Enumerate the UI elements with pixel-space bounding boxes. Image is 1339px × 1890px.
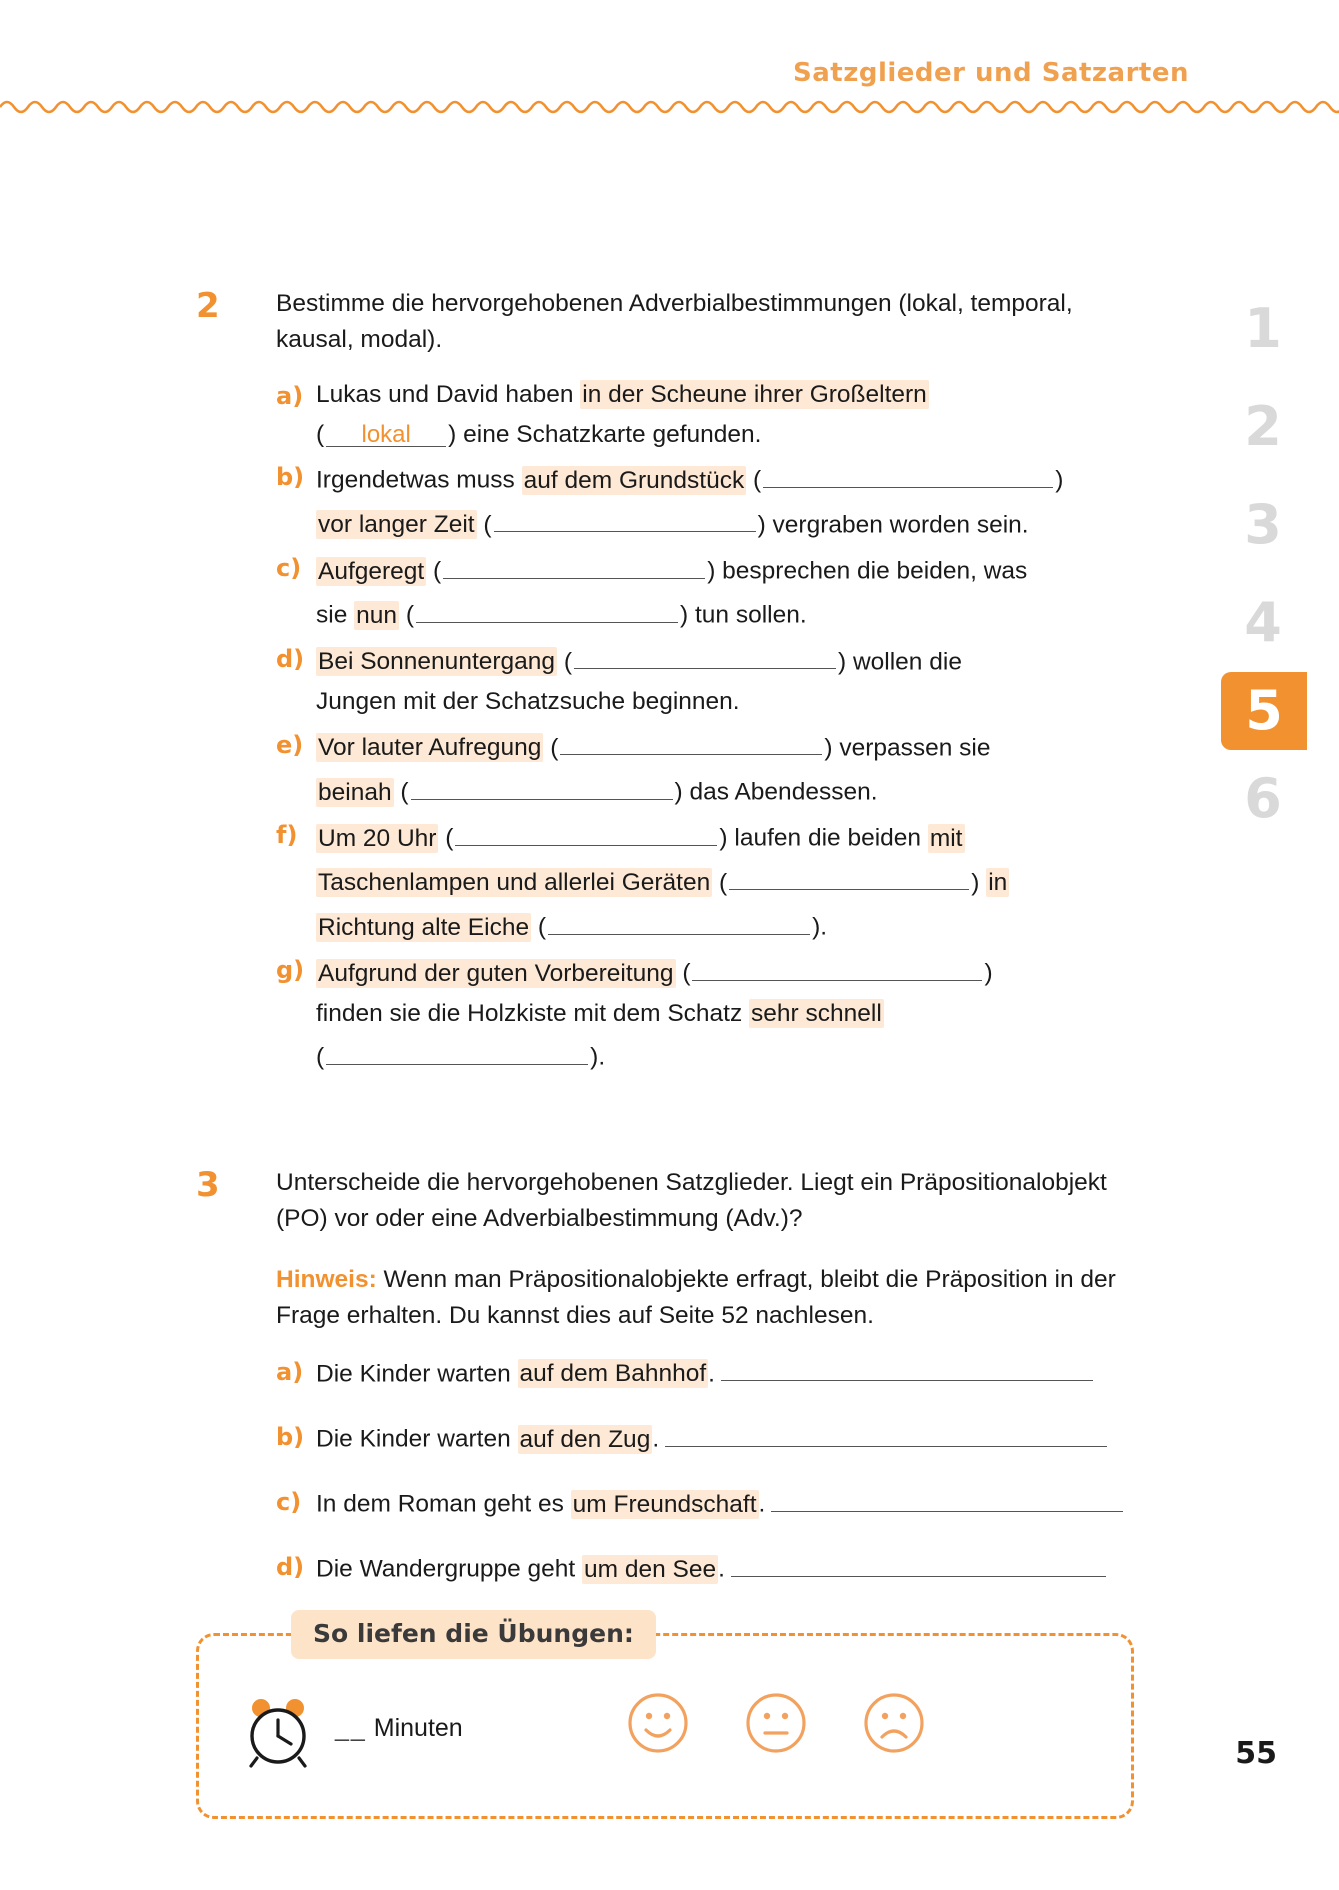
item-letter: a) (276, 382, 304, 411)
page-number: 55 (1235, 1736, 1277, 1771)
answer-blank-filled[interactable]: lokal (326, 416, 446, 447)
exercise-2-instruction: Bestimme die hervorgehobenen Adverbialbestimmungen (lokal, temporal, kausal, modal). (276, 290, 1073, 353)
feedback-label: So liefen die Übungen: (291, 1610, 656, 1659)
item-letter: c) (276, 1488, 302, 1517)
item-letter: f) (276, 821, 298, 850)
answer-blank[interactable] (326, 1033, 588, 1065)
highlighted-phrase: um Freundschaft (572, 1490, 757, 1518)
answer-blank[interactable] (416, 591, 678, 623)
answer-blank[interactable] (443, 547, 705, 579)
answer-blank[interactable] (455, 814, 717, 846)
chapter-tab-6[interactable]: 6 (1244, 767, 1282, 830)
answer-blank[interactable] (574, 638, 836, 670)
item-letter: d) (276, 644, 305, 673)
item-letter: a) (276, 1358, 304, 1387)
answer-blank[interactable] (731, 1546, 1106, 1576)
highlighted-phrase: sehr schnell (751, 999, 882, 1027)
item-text: Lukas und David haben in der Scheune ihrer Großeltern ( lokal ) eine Schatzkarte gefunden. (316, 381, 927, 448)
exercise-2 (196, 286, 1136, 1080)
answer-blank[interactable] (548, 903, 810, 935)
item-text: Die Wandergruppe geht um den See. (316, 1546, 1136, 1589)
item-text: Irgendetwas muss auf dem Grundstück ( ) vor langer Zeit ( ) vergraben worden sein. (316, 456, 1136, 545)
answer-blank[interactable] (560, 724, 822, 756)
highlighted-phrase: Richtung alte Eiche (318, 913, 530, 941)
chapter-tab-2[interactable]: 2 (1244, 395, 1282, 458)
highlighted-phrase: nun (356, 601, 398, 629)
item-text: Vor lauter Aufregung ( ) verpassen sie beinah ( ) das Abendessen. (316, 724, 1136, 813)
highlighted-phrase: vor langer Zeit (318, 511, 475, 539)
answer-blank[interactable] (411, 768, 673, 800)
answer-blank[interactable] (771, 1481, 1123, 1511)
item-letter: c) (276, 554, 302, 583)
hint-label: Hinweis: (276, 1266, 377, 1294)
item-text: Bei Sonnenuntergang ( ) wollen die Jungen mit der Schatzsuche beginnen. (316, 638, 1136, 722)
feedback-box (196, 1619, 1134, 1819)
highlighted-phrase: Aufgrund der guten Vorbereitung (318, 959, 674, 987)
answer-blank[interactable] (721, 1351, 1093, 1381)
chapter-rail (1203, 280, 1323, 848)
chapter-tab-3[interactable]: 3 (1244, 493, 1282, 556)
chapter-tab-1[interactable]: 1 (1244, 297, 1282, 360)
alarm-clock-icon (241, 1694, 315, 1768)
exercise-item (276, 638, 1136, 722)
highlighted-phrase: auf dem Grundstück (523, 467, 745, 495)
highlighted-phrase: Aufgeregt (318, 557, 425, 585)
answer-blank[interactable] (763, 456, 1053, 488)
exercise-2-items (276, 375, 1136, 1078)
hint-text: Wenn man Präpositionalobjekte erfragt, bleibt die Präposition in der Frage erhalten. Du kannst dies auf Seite 52 nachlesen. (276, 1266, 1116, 1329)
chapter-tab-4[interactable]: 4 (1244, 591, 1282, 654)
page-title: Satzglieder und Satzarten (793, 58, 1189, 88)
highlighted-phrase: um den See (584, 1555, 717, 1583)
exercise-item (276, 1546, 1136, 1589)
highlighted-phrase: in (988, 869, 1008, 897)
decorative-wavy-rule (0, 96, 1339, 118)
exercise-item (276, 724, 1136, 813)
exercise-3-hint (276, 1262, 1136, 1333)
exercise-3 (196, 1165, 1136, 1611)
happy-face-icon[interactable] (627, 1692, 689, 1754)
chapter-tab-5-active[interactable]: 5 (1221, 672, 1307, 750)
item-text: Die Kinder warten auf dem Bahnhof. (316, 1351, 1136, 1394)
neutral-face-icon[interactable] (745, 1692, 807, 1754)
exercise-item (276, 375, 1136, 454)
highlighted-phrase: Um 20 Uhr (318, 824, 437, 852)
exercise-3-instruction: Unterscheide die hervorgehobenen Satzglieder. Liegt ein Präpositionalobjekt (PO) vor oder eine Adverbialbestimmung (Adv.)? (276, 1169, 1107, 1232)
exercise-item (276, 547, 1136, 636)
exercise-item (276, 1481, 1136, 1524)
minutes-label: Minuten (373, 1714, 463, 1742)
item-text: Aufgrund der guten Vorbereitung ( ) finden sie die Holzkiste mit dem Schatz sehr schnell ( ). (316, 949, 1136, 1077)
exercise-2-number: 2 (196, 286, 220, 326)
exercise-3-items (276, 1351, 1136, 1589)
exercise-item (276, 1416, 1136, 1459)
item-letter: b) (276, 1423, 305, 1452)
answer-blank[interactable] (729, 859, 969, 891)
highlighted-phrase: Vor lauter Aufregung (318, 734, 542, 762)
smiley-rating-group (627, 1692, 925, 1754)
answer-blank[interactable] (692, 949, 982, 981)
item-text: Die Kinder warten auf den Zug. (316, 1416, 1136, 1459)
exercise-item (276, 1351, 1136, 1394)
item-letter: b) (276, 463, 305, 492)
exercise-item (276, 814, 1136, 947)
highlighted-phrase: auf dem Bahnhof (519, 1360, 707, 1388)
highlighted-phrase: Taschenlampen und allerlei Geräten (318, 869, 711, 897)
sad-face-icon[interactable] (863, 1692, 925, 1754)
exercise-3-number: 3 (196, 1165, 220, 1205)
highlighted-phrase: auf den Zug (519, 1425, 651, 1453)
answer-blank[interactable] (494, 501, 756, 533)
item-letter: g) (276, 956, 305, 985)
minutes-field[interactable] (335, 1714, 463, 1743)
exercise-item (276, 456, 1136, 545)
item-text: Um 20 Uhr ( ) laufen die beiden mit Taschenlampen und allerlei Geräten ( ) in Richtung alte Eiche ( ). (316, 814, 1136, 947)
item-letter: d) (276, 1553, 305, 1582)
minutes-blank[interactable]: __ (335, 1714, 367, 1742)
answer-blank[interactable] (665, 1416, 1107, 1446)
item-text: In dem Roman geht es um Freundschaft. (316, 1481, 1136, 1524)
item-letter: e) (276, 730, 304, 759)
highlighted-phrase: in der Scheune ihrer Großeltern (582, 381, 927, 409)
highlighted-phrase: Bei Sonnenuntergang (318, 648, 556, 676)
highlighted-phrase: beinah (318, 778, 392, 806)
highlighted-phrase: mit (929, 824, 963, 852)
exercise-item (276, 949, 1136, 1077)
item-text: Aufgeregt ( ) besprechen die beiden, was sie nun ( ) tun sollen. (316, 547, 1136, 636)
